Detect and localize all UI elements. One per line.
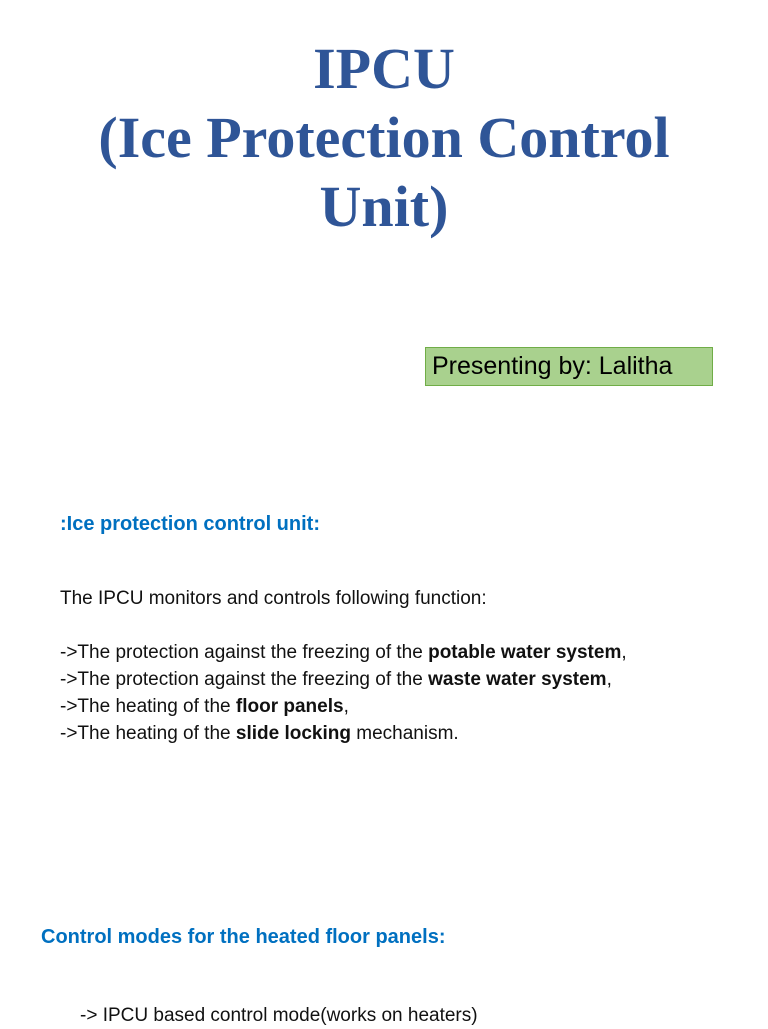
list-item-suffix: , bbox=[343, 696, 349, 717]
presenter-box: Presenting by: Lalitha bbox=[425, 347, 713, 386]
title-line-3: Unit) bbox=[319, 174, 449, 239]
list-item bbox=[60, 639, 627, 666]
list-item-suffix: , bbox=[621, 642, 627, 663]
list-item-prefix: ->The protection against the freezing of the bbox=[60, 642, 429, 663]
control-mode-line: -> IPCU based control mode(works on heaters) bbox=[80, 1005, 478, 1026]
section-heading-ice-protection: :Ice protection control unit: bbox=[60, 513, 320, 535]
list-item bbox=[60, 666, 627, 693]
list-item bbox=[60, 720, 627, 747]
list-item-prefix: ->The heating of the bbox=[60, 696, 236, 717]
list-item-bold: waste water system bbox=[428, 669, 607, 690]
list-item-suffix: , bbox=[606, 669, 612, 690]
title-line-2: (Ice Protection Control bbox=[98, 105, 670, 170]
list-item bbox=[60, 693, 627, 720]
list-item-bold: floor panels bbox=[235, 696, 344, 717]
list-item-suffix: mechanism. bbox=[350, 723, 459, 744]
list-item-bold: slide locking bbox=[235, 723, 351, 744]
list-item-bold: potable water system bbox=[428, 642, 622, 663]
slide-title bbox=[0, 34, 768, 241]
function-list bbox=[60, 639, 627, 747]
intro-text: The IPCU monitors and controls following function: bbox=[60, 588, 487, 609]
title-line-1: IPCU bbox=[313, 36, 455, 101]
list-item-prefix: ->The protection against the freezing of the bbox=[60, 669, 429, 690]
section-heading-control-modes: Control modes for the heated floor panels: bbox=[41, 926, 446, 948]
list-item-prefix: ->The heating of the bbox=[60, 723, 236, 744]
